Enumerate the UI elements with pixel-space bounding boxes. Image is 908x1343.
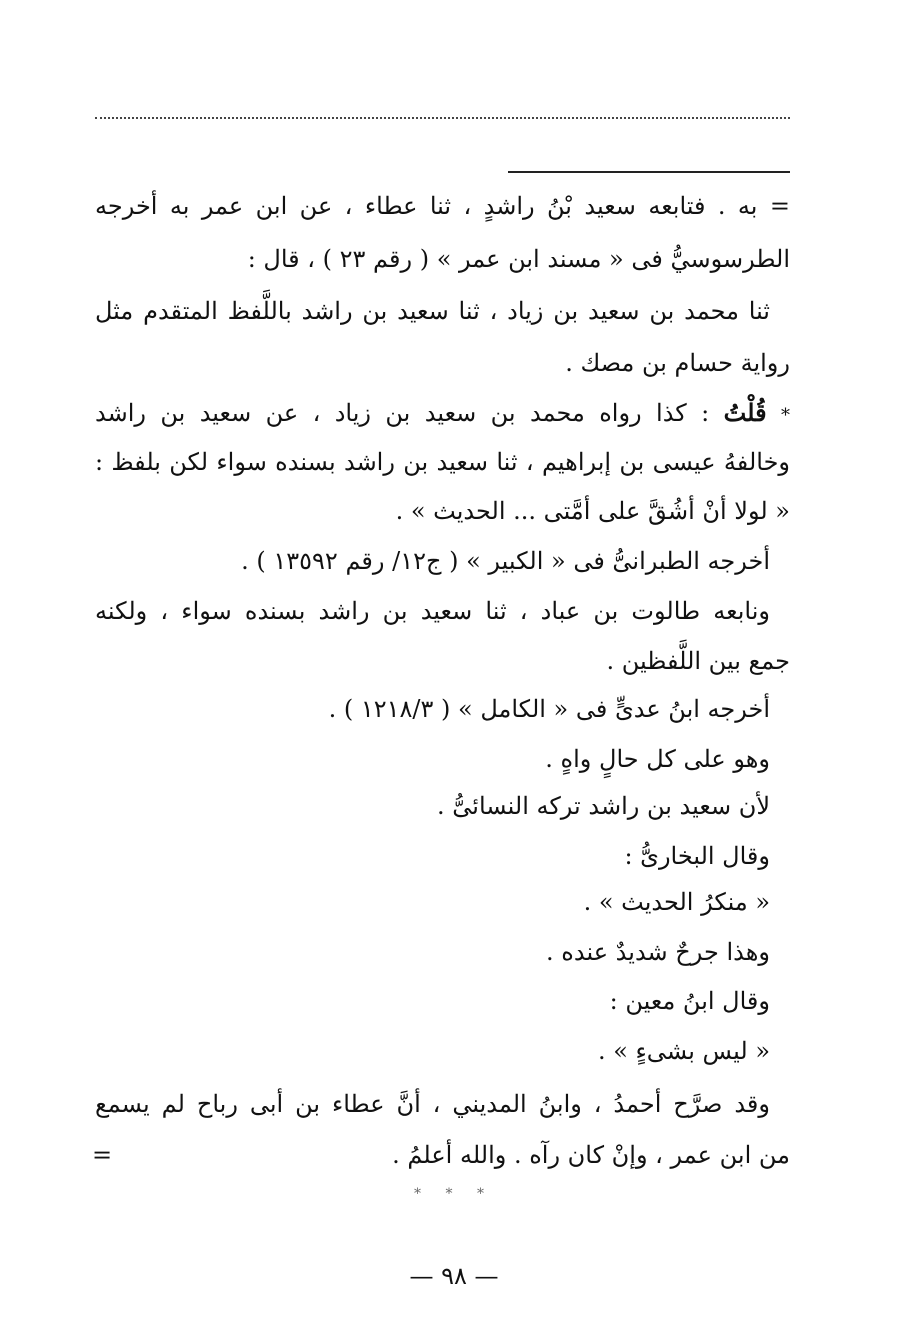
text-line-19: وقد صرَّح أحمدُ ، وابنُ المديني ، أنَّ عطاء بن أبى رباح لم يسمع [95,1090,770,1118]
text-line-14: وقال البخارىُّ : [624,842,770,870]
text-line-6: وخالفهُ عيسى بن إبراهيم ، ثنا سعيد بن راشد بسنده سواء لكن بلفظ : [95,448,790,476]
text-line-12: وهو على كل حالٍ واهٍ . [545,745,770,773]
text-line-13: لأن سعيد بن راشد تركه النسائىُّ . [437,792,770,820]
section-separator: * * * [414,1186,494,1202]
text-line-18: « ليس بشىءٍ » . [597,1037,770,1065]
text-line-20: من ابن عمر ، وإنْ كان رآه . والله أعلمُ . [392,1141,790,1169]
text-line-8: أخرجه الطبرانىُّ فى « الكبير » ( ج١٢/ رقم ١٣٥٩٢ ) . [241,547,770,575]
text-line-2: الطرسوسيُّ فى « مسند ابن عمر » ( رقم ٢٣ ) ، قال : [247,245,790,273]
qultu-heading: قُلْتُ [723,398,767,427]
header-dotted-rule [95,117,790,119]
continuation-mark-bottom: = [92,1141,113,1169]
text-line-17: وقال ابنُ معين : [609,987,770,1015]
text-line-9: ونابعه طالوت بن عباد ، ثنا سعيد بن راشد بسنده سواء ، ولكنه [95,597,770,625]
text-line-7: « لولا أنْ أشُقَّ على أمَّتى ... الحديث » . [395,497,790,525]
text-line-3: ثنا محمد بن سعيد بن زياد ، ثنا سعيد بن راشد باللَّفظ المتقدم مثل [95,297,770,325]
text-line-16: وهذا جرحٌ شديدٌ عنده . [546,938,770,966]
text-line-4: رواية حسام بن مصك . [565,349,790,377]
text-line-5-body: : كذا رواه محمد بن سعيد بن زياد ، عن سعيد بن راشد [95,399,710,427]
text-line-15: « منكرُ الحديث » . [583,888,770,916]
star-marker: * [781,405,790,426]
text-line-10: جمع بين اللَّفظين . [606,647,790,675]
footnote-separator-rule [508,171,790,173]
text-line-1: = به . فتابعه سعيد بْنُ راشدٍ ، ثنا عطاء ، عن ابن عمر به أخرجه [95,192,790,220]
text-line-5 [95,398,790,431]
page-number: — ٩٨ — [409,1262,499,1290]
text-line-11: أخرجه ابنُ عدىٍّ فى « الكامل » ( ١٢١٨/٣ ) . [328,695,770,723]
